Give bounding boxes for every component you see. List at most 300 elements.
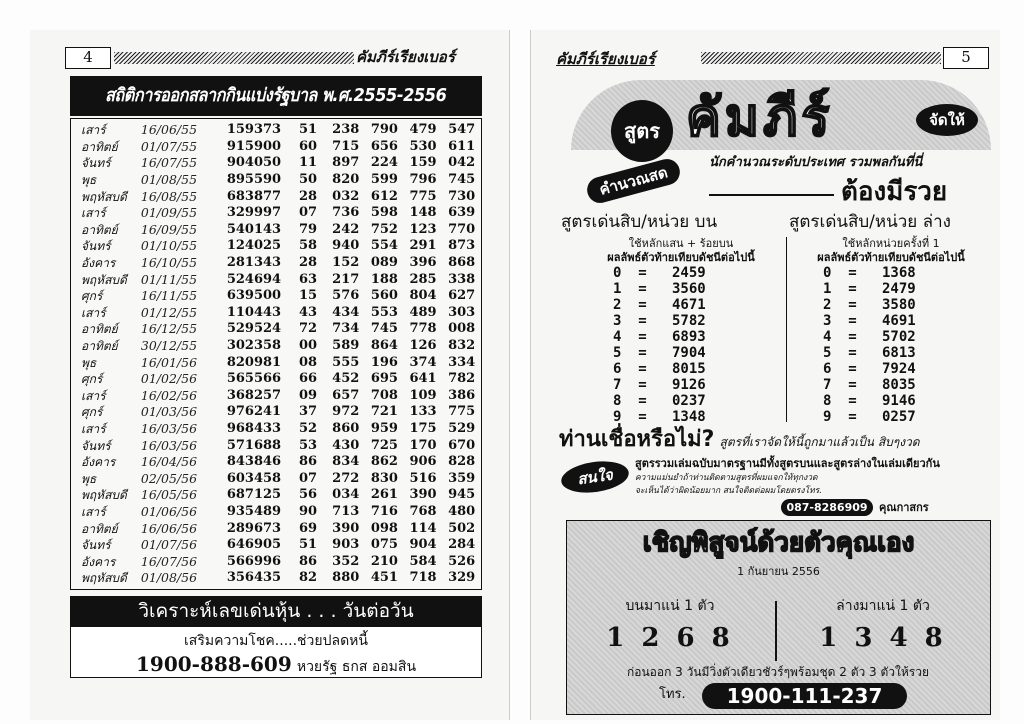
date-cell: 16/11/55 <box>140 288 198 304</box>
date-cell: 16/09/55 <box>140 221 198 237</box>
three-digit-cell: 716 <box>370 503 398 519</box>
three-digit-cell: 873 <box>448 238 476 254</box>
formula-list <box>801 265 981 425</box>
three-digit-cell: 480 <box>448 503 476 519</box>
three-digit-cell: 374 <box>409 354 437 370</box>
table-row <box>71 437 481 454</box>
table-row <box>71 487 481 504</box>
bottom-label: ล่างมาแน่ 1 ตัว <box>836 598 930 614</box>
formula-top <box>591 237 771 425</box>
three-digit-cell: 547 <box>448 122 476 138</box>
first-prize-cell: 976241 <box>226 404 282 420</box>
formula-item: 8 = 9146 <box>823 393 916 409</box>
formula-item: 2 = 3580 <box>823 297 916 313</box>
formula-item: 3 = 4691 <box>823 313 916 329</box>
table-row <box>71 338 481 355</box>
day-cell: พุธ <box>81 173 97 188</box>
three-digit-cell: 897 <box>332 155 360 171</box>
day-cell: เสาร์ <box>81 388 106 403</box>
formula-item: 4 = 6893 <box>613 329 706 345</box>
three-digit-cell: 238 <box>332 122 360 138</box>
three-digit-cell: 123 <box>409 221 437 237</box>
formula-item: 6 = 8015 <box>613 361 706 377</box>
table-row <box>71 139 481 156</box>
three-digit-cell: 862 <box>370 454 398 470</box>
three-digit-cell: 261 <box>370 487 398 503</box>
column-divider <box>786 237 787 422</box>
day-cell: ศุกร์ <box>81 289 103 304</box>
table-row <box>71 371 481 388</box>
believe-sub: สูตรที่เราจัดให้นี้ถูกมาแล้วเป็น สิบๆงวด <box>719 435 920 449</box>
day-cell: จันทร์ <box>81 538 111 553</box>
day-cell: เสาร์ <box>81 206 106 221</box>
three-digit-cell: 903 <box>332 537 360 553</box>
first-prize-cell: 904050 <box>226 155 282 171</box>
interest-phone: 087-8286909 <box>781 499 873 516</box>
formula-item: 7 = 9126 <box>613 377 706 393</box>
ad-tail: หวยรัฐ ธกส ออมสิน <box>296 659 417 675</box>
three-digit-cell: 584 <box>409 553 437 569</box>
three-digit-cell: 715 <box>332 138 360 154</box>
three-digit-cell: 775 <box>448 404 476 420</box>
table-row <box>71 122 481 139</box>
three-digit-cell: 906 <box>409 454 437 470</box>
day-cell: อังคาร <box>81 455 116 470</box>
three-digit-cell: 285 <box>409 271 437 287</box>
table-row <box>71 504 481 521</box>
three-digit-cell: 820 <box>332 172 360 188</box>
page-title-banner <box>70 76 482 116</box>
date-cell: 16/03/56 <box>140 420 198 436</box>
formula-item: 6 = 7924 <box>823 361 916 377</box>
three-digit-cell: 730 <box>448 188 476 204</box>
two-digit-cell: 63 <box>299 271 318 287</box>
three-digit-cell: 641 <box>409 371 437 387</box>
left-page <box>30 30 510 720</box>
page-title: สถิติการออกสลากกินแบ่งรัฐบาล พ.ศ.2555-2556 <box>105 85 447 106</box>
three-digit-cell: 713 <box>332 503 360 519</box>
two-digit-cell: 51 <box>299 122 318 138</box>
three-digit-cell: 034 <box>332 487 360 503</box>
date-cell: 01/12/55 <box>140 304 198 320</box>
table-row <box>71 222 481 239</box>
proof-box <box>566 520 991 715</box>
divider <box>709 194 834 196</box>
three-digit-cell: 725 <box>370 437 398 453</box>
table-row <box>71 255 481 272</box>
three-digit-cell: 386 <box>448 387 476 403</box>
formula-item: 5 = 6813 <box>823 345 916 361</box>
interest-line3: จะเห็นได้ว่าผิดน้อยมาก สนใจติดต่อผมโดยตรงโทร. <box>635 486 822 496</box>
table-row <box>71 537 481 554</box>
three-digit-cell: 868 <box>448 255 476 271</box>
day-cell: เสาร์ <box>81 123 106 138</box>
first-prize-cell: 281343 <box>226 255 282 271</box>
formula-item: 9 = 1348 <box>613 409 706 425</box>
badge-calc: คำนวณสด <box>584 156 682 206</box>
three-digit-cell: 721 <box>370 404 398 420</box>
three-digit-cell: 959 <box>370 420 398 436</box>
brand-logo: คัมภีร์เรียงเบอร์ <box>356 48 455 66</box>
three-digit-cell: 656 <box>370 138 398 154</box>
three-digit-cell: 639 <box>448 205 476 221</box>
three-digit-cell: 452 <box>332 371 360 387</box>
three-digit-cell: 775 <box>409 188 437 204</box>
three-digit-cell: 217 <box>332 271 360 287</box>
two-digit-cell: 56 <box>299 487 318 503</box>
day-cell: อาทิตย์ <box>81 139 118 154</box>
formula-list <box>591 265 771 425</box>
three-digit-cell: 612 <box>370 188 398 204</box>
proof-divider <box>775 601 777 661</box>
two-digit-cell: 79 <box>299 221 318 237</box>
day-cell: จันทร์ <box>81 438 111 453</box>
first-prize-cell: 639500 <box>226 288 282 304</box>
three-digit-cell: 555 <box>332 354 360 370</box>
note: ใช้หลักหน่วยครั้งที่ 1 <box>842 237 940 250</box>
three-digit-cell: 529 <box>448 420 476 436</box>
date-cell: 16/03/56 <box>140 437 198 453</box>
three-digit-cell: 526 <box>448 553 476 569</box>
brand-logo: คัมภีร์เรียงเบอร์ <box>556 50 655 68</box>
date-cell: 16/07/56 <box>140 553 198 569</box>
tel-number: 1900-111-237 <box>702 683 907 709</box>
first-prize-cell: 356435 <box>226 570 282 586</box>
three-digit-cell: 972 <box>332 404 360 420</box>
three-digit-cell: 159 <box>409 155 437 171</box>
note: ใช้หลักแสน + ร้อยบน <box>628 237 734 250</box>
first-prize-cell: 843846 <box>226 454 282 470</box>
three-digit-cell: 598 <box>370 205 398 221</box>
ad-line: เสริมความโชค.....ช่วยปลดหนี้ <box>184 633 368 649</box>
date-cell: 16/12/55 <box>140 321 198 337</box>
three-digit-cell: 708 <box>370 387 398 403</box>
three-digit-cell: 576 <box>332 288 360 304</box>
three-digit-cell: 734 <box>332 321 360 337</box>
three-digit-cell: 334 <box>448 354 476 370</box>
two-digit-cell: 28 <box>299 188 318 204</box>
table-row <box>71 188 481 205</box>
ad-phone: 1900-888-609 <box>135 652 292 676</box>
formula-item: 0 = 1368 <box>823 265 916 281</box>
day-cell: อาทิตย์ <box>81 322 118 337</box>
three-digit-cell: 796 <box>409 172 437 188</box>
two-digit-cell: 72 <box>299 321 318 337</box>
table-row <box>71 520 481 537</box>
must-rich: ต้องมีรวย <box>841 177 948 207</box>
three-digit-cell: 032 <box>332 188 360 204</box>
table-row <box>71 454 481 471</box>
three-digit-cell: 390 <box>409 487 437 503</box>
date-cell: 01/07/56 <box>140 537 198 553</box>
three-digit-cell: 210 <box>370 553 398 569</box>
table-row <box>71 205 481 222</box>
three-digit-cell: 945 <box>448 487 476 503</box>
formula-item: 1 = 3560 <box>613 281 706 297</box>
three-digit-cell: 657 <box>332 387 360 403</box>
three-digit-cell: 291 <box>409 238 437 254</box>
three-digit-cell: 695 <box>370 371 398 387</box>
day-cell: อาทิตย์ <box>81 339 118 354</box>
promo-text: ก่อนออก 3 วันมีวิ่งตัวเดียวชัวร์ๆพร้อมชุด 2 ตัว 3 ตัวให้รวย <box>626 665 930 679</box>
three-digit-cell: 745 <box>370 321 398 337</box>
first-prize-cell: 895590 <box>226 172 282 188</box>
three-digit-cell: 830 <box>370 470 398 486</box>
date-cell: 16/02/56 <box>140 387 198 403</box>
three-digit-cell: 075 <box>370 537 398 553</box>
three-digit-cell: 175 <box>409 420 437 436</box>
three-digit-cell: 530 <box>409 138 437 154</box>
three-digit-cell: 224 <box>370 155 398 171</box>
two-digit-cell: 37 <box>299 404 318 420</box>
tagline: นักคำนวณระดับประเทศ รวมพลกันที่นี่ <box>709 155 923 170</box>
proof-title: เชิญพิสูจน์ด้วยตัวคุณเอง <box>642 528 915 558</box>
three-digit-cell: 804 <box>409 288 437 304</box>
first-prize-cell: 329997 <box>226 205 282 221</box>
two-digit-cell: 07 <box>299 205 318 221</box>
bottom-digits: 1 3 4 8 <box>819 623 947 653</box>
day-cell: พฤหัสบดี <box>81 189 127 204</box>
three-digit-cell: 627 <box>448 288 476 304</box>
three-digit-cell: 516 <box>409 470 437 486</box>
three-digit-cell: 359 <box>448 470 476 486</box>
three-digit-cell: 109 <box>409 387 437 403</box>
three-digit-cell: 560 <box>370 288 398 304</box>
date-cell: 02/05/56 <box>140 470 198 486</box>
formula-bottom <box>801 237 981 425</box>
three-digit-cell: 770 <box>448 221 476 237</box>
ad-banner: วิเคราะห์เลขเด่นหุ้น . . . วันต่อวัน <box>70 596 482 626</box>
three-digit-cell: 736 <box>332 205 360 221</box>
two-digit-cell: 60 <box>299 138 318 154</box>
three-digit-cell: 152 <box>332 255 360 271</box>
date-cell: 16/08/55 <box>140 188 198 204</box>
two-digit-cell: 08 <box>299 354 318 370</box>
three-digit-cell: 782 <box>448 371 476 387</box>
two-digit-cell: 82 <box>299 570 318 586</box>
date-cell: 01/11/55 <box>140 271 198 287</box>
three-digit-cell: 553 <box>370 304 398 320</box>
table-row <box>71 238 481 255</box>
date-cell: 01/02/56 <box>140 371 198 387</box>
formula-item: 1 = 2479 <box>823 281 916 297</box>
three-digit-cell: 352 <box>332 553 360 569</box>
three-digit-cell: 430 <box>332 437 360 453</box>
day-cell: เสาร์ <box>81 504 106 519</box>
table-row <box>71 288 481 305</box>
two-digit-cell: 52 <box>299 420 318 436</box>
day-cell: พุธ <box>81 471 97 486</box>
date-cell: 01/07/55 <box>140 138 198 154</box>
sub-bottom: สูตรเด่นสิบ/หน่วย ล่าง <box>789 212 951 232</box>
date-cell: 01/03/56 <box>140 404 198 420</box>
two-digit-cell: 43 <box>299 304 318 320</box>
date-cell: 01/08/55 <box>140 172 198 188</box>
table-row <box>71 271 481 288</box>
date-cell: 16/06/56 <box>140 520 198 536</box>
table-row <box>71 388 481 405</box>
big-title: คัมภีร์ <box>686 88 834 148</box>
tel-label: โทร. <box>659 687 686 702</box>
believe-heading: ท่านเชื่อหรือไม่? <box>559 427 715 452</box>
day-cell: อังคาร <box>81 554 116 569</box>
formula-item: 8 = 0237 <box>613 393 706 409</box>
three-digit-cell: 451 <box>370 570 398 586</box>
date-cell: 16/07/55 <box>140 155 198 171</box>
two-digit-cell: 53 <box>299 437 318 453</box>
date-cell: 01/06/56 <box>140 503 198 519</box>
top-digits: 1 2 6 8 <box>606 623 734 653</box>
day-cell: พฤหัสบดี <box>81 488 127 503</box>
three-digit-cell: 396 <box>409 255 437 271</box>
two-digit-cell: 90 <box>299 503 318 519</box>
two-digit-cell: 86 <box>299 454 318 470</box>
badge-give: จัดให้ <box>916 104 978 136</box>
formula-item: 2 = 4671 <box>613 297 706 313</box>
three-digit-cell: 940 <box>332 238 360 254</box>
table-row <box>71 172 481 189</box>
two-digit-cell: 58 <box>299 238 318 254</box>
first-prize-cell: 159373 <box>226 122 282 138</box>
first-prize-cell: 571688 <box>226 437 282 453</box>
three-digit-cell: 860 <box>332 420 360 436</box>
formula-item: 5 = 7904 <box>613 345 706 361</box>
day-cell: จันทร์ <box>81 156 111 171</box>
three-digit-cell: 670 <box>448 437 476 453</box>
first-prize-cell: 820981 <box>226 354 282 370</box>
table-row <box>71 354 481 371</box>
three-digit-cell: 832 <box>448 338 476 354</box>
date-cell: 16/10/55 <box>140 255 198 271</box>
three-digit-cell: 864 <box>370 338 398 354</box>
first-prize-cell: 368257 <box>226 387 282 403</box>
day-cell: อาทิตย์ <box>81 521 118 536</box>
table-row <box>71 570 481 587</box>
two-digit-cell: 15 <box>299 288 318 304</box>
day-cell: พฤหัสบดี <box>81 571 127 586</box>
first-prize-cell: 124025 <box>226 238 282 254</box>
two-digit-cell: 51 <box>299 537 318 553</box>
three-digit-cell: 329 <box>448 570 476 586</box>
three-digit-cell: 008 <box>448 321 476 337</box>
three-digit-cell: 390 <box>332 520 360 536</box>
head: ผลลัพธ์ตัวท้ายเทียบดัชนีต่อไปนี้ <box>817 251 965 264</box>
two-digit-cell: 50 <box>299 172 318 188</box>
first-prize-cell: 968433 <box>226 420 282 436</box>
two-digit-cell: 07 <box>299 470 318 486</box>
formula-item: 3 = 5782 <box>613 313 706 329</box>
three-digit-cell: 188 <box>370 271 398 287</box>
three-digit-cell: 148 <box>409 205 437 221</box>
day-cell: เสาร์ <box>81 421 106 436</box>
first-prize-cell: 524694 <box>226 271 282 287</box>
day-cell: ศุกร์ <box>81 405 103 420</box>
three-digit-cell: 834 <box>332 454 360 470</box>
ad-box <box>70 626 482 678</box>
date-cell: 01/10/55 <box>140 238 198 254</box>
head: ผลลัพธ์ตัวท้ายเทียบดัชนีต่อไปนี้ <box>607 251 755 264</box>
day-cell: พุธ <box>81 355 97 370</box>
three-digit-cell: 599 <box>370 172 398 188</box>
three-digit-cell: 196 <box>370 354 398 370</box>
formula-item: 4 = 5702 <box>823 329 916 345</box>
three-digit-cell: 589 <box>332 338 360 354</box>
three-digit-cell: 489 <box>409 304 437 320</box>
right-page <box>530 30 1000 720</box>
date-cell: 16/04/56 <box>140 454 198 470</box>
first-prize-cell: 289673 <box>226 520 282 536</box>
three-digit-cell: 133 <box>409 404 437 420</box>
two-digit-cell: 66 <box>299 371 318 387</box>
three-digit-cell: 284 <box>448 537 476 553</box>
lottery-results-table <box>70 118 482 590</box>
day-cell: ศุกร์ <box>81 372 103 387</box>
first-prize-cell: 110443 <box>226 304 282 320</box>
date-cell: 01/08/56 <box>140 570 198 586</box>
three-digit-cell: 170 <box>409 437 437 453</box>
table-row <box>71 155 481 172</box>
top-label: บนมาแน่ 1 ตัว <box>625 598 715 614</box>
two-digit-cell: 11 <box>299 155 318 171</box>
day-cell: เสาร์ <box>81 305 106 320</box>
page-number: 4 <box>65 47 111 69</box>
three-digit-cell: 272 <box>332 470 360 486</box>
first-prize-cell: 529524 <box>226 321 282 337</box>
day-cell: อังคาร <box>81 256 116 271</box>
table-row <box>71 404 481 421</box>
three-digit-cell: 745 <box>448 172 476 188</box>
three-digit-cell: 089 <box>370 255 398 271</box>
table-row <box>71 470 481 487</box>
interest-line2: ความแม่นยำถ้าท่านติดตามสูตรที่ผมแจกให้ทุกงวด <box>635 473 818 483</box>
three-digit-cell: 790 <box>370 122 398 138</box>
hatch-bar <box>114 52 354 64</box>
three-digit-cell: 828 <box>448 454 476 470</box>
first-prize-cell: 302358 <box>226 338 282 354</box>
three-digit-cell: 718 <box>409 570 437 586</box>
first-prize-cell: 566996 <box>226 553 282 569</box>
three-digit-cell: 126 <box>409 338 437 354</box>
first-prize-cell: 565566 <box>226 371 282 387</box>
formula-item: 9 = 0257 <box>823 409 916 425</box>
sub-top: สูตรเด่นสิบ/หน่วย บน <box>561 212 718 232</box>
badge-sut: สูตร <box>611 100 673 162</box>
day-cell: อาทิตย์ <box>81 222 118 237</box>
three-digit-cell: 502 <box>448 520 476 536</box>
table-row <box>71 421 481 438</box>
two-digit-cell: 09 <box>299 387 318 403</box>
date-cell: 16/01/56 <box>140 354 198 370</box>
first-prize-cell: 687125 <box>226 487 282 503</box>
first-prize-cell: 603458 <box>226 470 282 486</box>
two-digit-cell: 00 <box>299 338 318 354</box>
day-cell: พฤหัสบดี <box>81 272 127 287</box>
proof-date: 1 กันยายน 2556 <box>737 565 820 578</box>
first-prize-cell: 915900 <box>226 138 282 154</box>
three-digit-cell: 554 <box>370 238 398 254</box>
hatch-bar <box>701 52 941 64</box>
three-digit-cell: 042 <box>448 155 476 171</box>
date-cell: 30/12/55 <box>140 338 198 354</box>
first-prize-cell: 683877 <box>226 188 282 204</box>
three-digit-cell: 303 <box>448 304 476 320</box>
date-cell: 01/09/55 <box>140 205 198 221</box>
table-row <box>71 305 481 322</box>
formula-item: 7 = 8035 <box>823 377 916 393</box>
table-row <box>71 553 481 570</box>
page-number: 5 <box>943 47 989 69</box>
three-digit-cell: 098 <box>370 520 398 536</box>
